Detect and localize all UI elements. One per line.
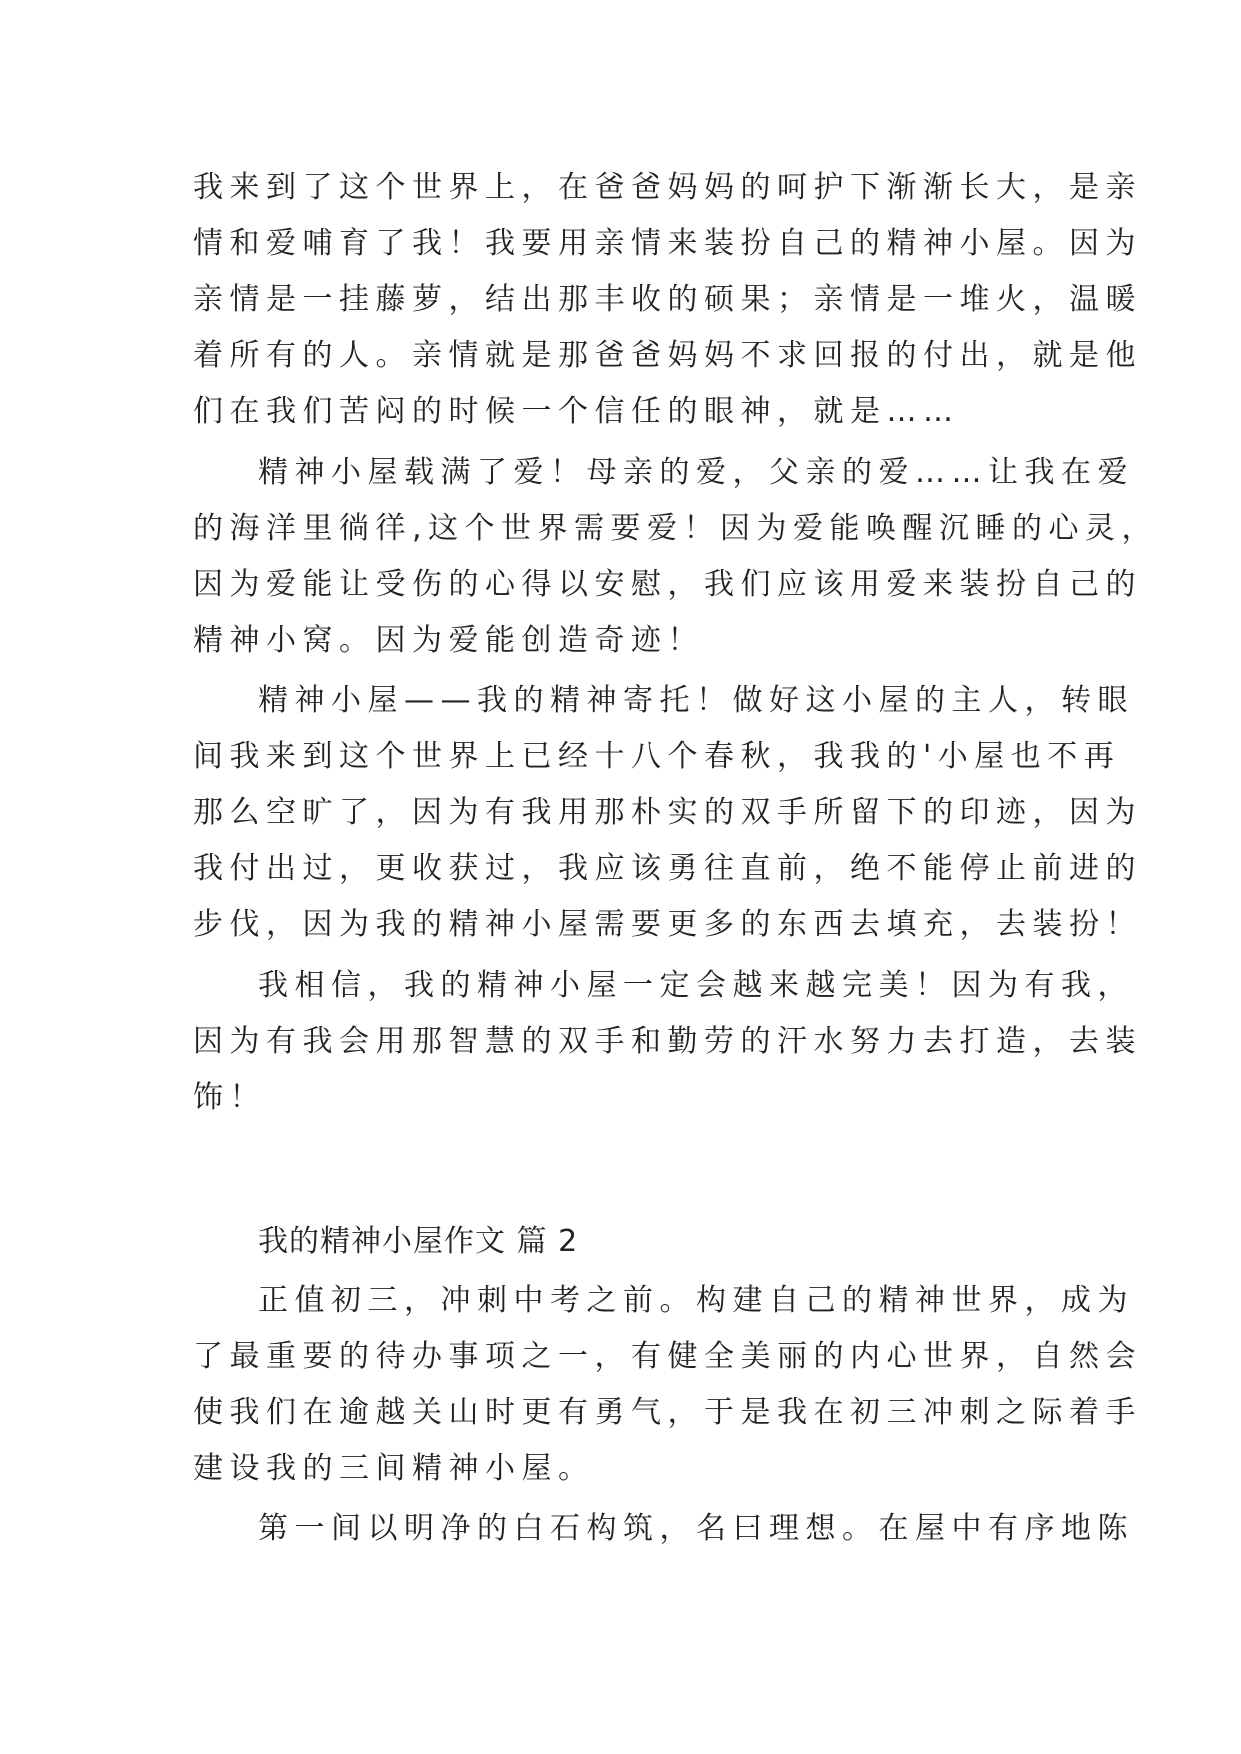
- text-line: 步伐，因为我的精神小屋需要更多的东西去填充，去装扮！: [193, 907, 1142, 942]
- text-line: 们在我们苦闷的时候一个信任的眼神，就是……: [193, 394, 960, 429]
- section-heading: 我的精神小屋作文 篇 2: [258, 1224, 579, 1259]
- text-line: 使我们在逾越关山时更有勇气，于是我在初三冲刺之际着手: [193, 1395, 1142, 1430]
- text-line: 的海洋里徜徉,这个世界需要爱！因为爱能唤醒沉睡的心灵，: [193, 511, 1159, 546]
- text-line: 我付出过，更收获过，我应该勇往直前，绝不能停止前进的: [193, 851, 1142, 886]
- paragraph-first-line: 我相信，我的精神小屋一定会越来越完美！因为有我，: [258, 968, 1134, 1003]
- text-line: 亲情是一挂藤萝，结出那丰收的硕果；亲情是一堆火，温暖: [193, 282, 1142, 317]
- text-line: 建设我的三间精神小屋。: [193, 1451, 595, 1486]
- paragraph-first-line: 精神小屋——我的精神寄托！做好这小屋的主人，转眼: [258, 683, 1134, 718]
- text-line: 了最重要的待办事项之一，有健全美丽的内心世界，自然会: [193, 1339, 1142, 1374]
- text-line: 我来到了这个世界上，在爸爸妈妈的呵护下渐渐长大，是亲: [193, 170, 1142, 205]
- text-line: 因为爱能让受伤的心得以安慰，我们应该用爱来装扮自己的: [193, 567, 1142, 602]
- text-line: 情和爱哺育了我！我要用亲情来装扮自己的精神小屋。因为: [193, 226, 1142, 261]
- text-line: 因为有我会用那智慧的双手和勤劳的汗水努力去打造，去装: [193, 1024, 1142, 1059]
- paragraph-first-line: 正值初三，冲刺中考之前。构建自己的精神世界，成为: [258, 1283, 1134, 1318]
- text-line: 着所有的人。亲情就是那爸爸妈妈不求回报的付出，就是他: [193, 338, 1142, 373]
- text-line: 饰！: [193, 1080, 266, 1115]
- paragraph-first-line: 精神小屋载满了爱！母亲的爱，父亲的爱……让我在爱: [258, 455, 1134, 490]
- paragraph-first-line: 第一间以明净的白石构筑，名曰理想。在屋中有序地陈: [258, 1511, 1134, 1546]
- text-line: 间我来到这个世界上已经十八个春秋，我我的'小屋也不再: [193, 739, 1121, 774]
- text-line: 精神小窝。因为爱能创造奇迹！: [193, 623, 704, 658]
- text-line: 那么空旷了，因为有我用那朴实的双手所留下的印迹，因为: [193, 795, 1142, 830]
